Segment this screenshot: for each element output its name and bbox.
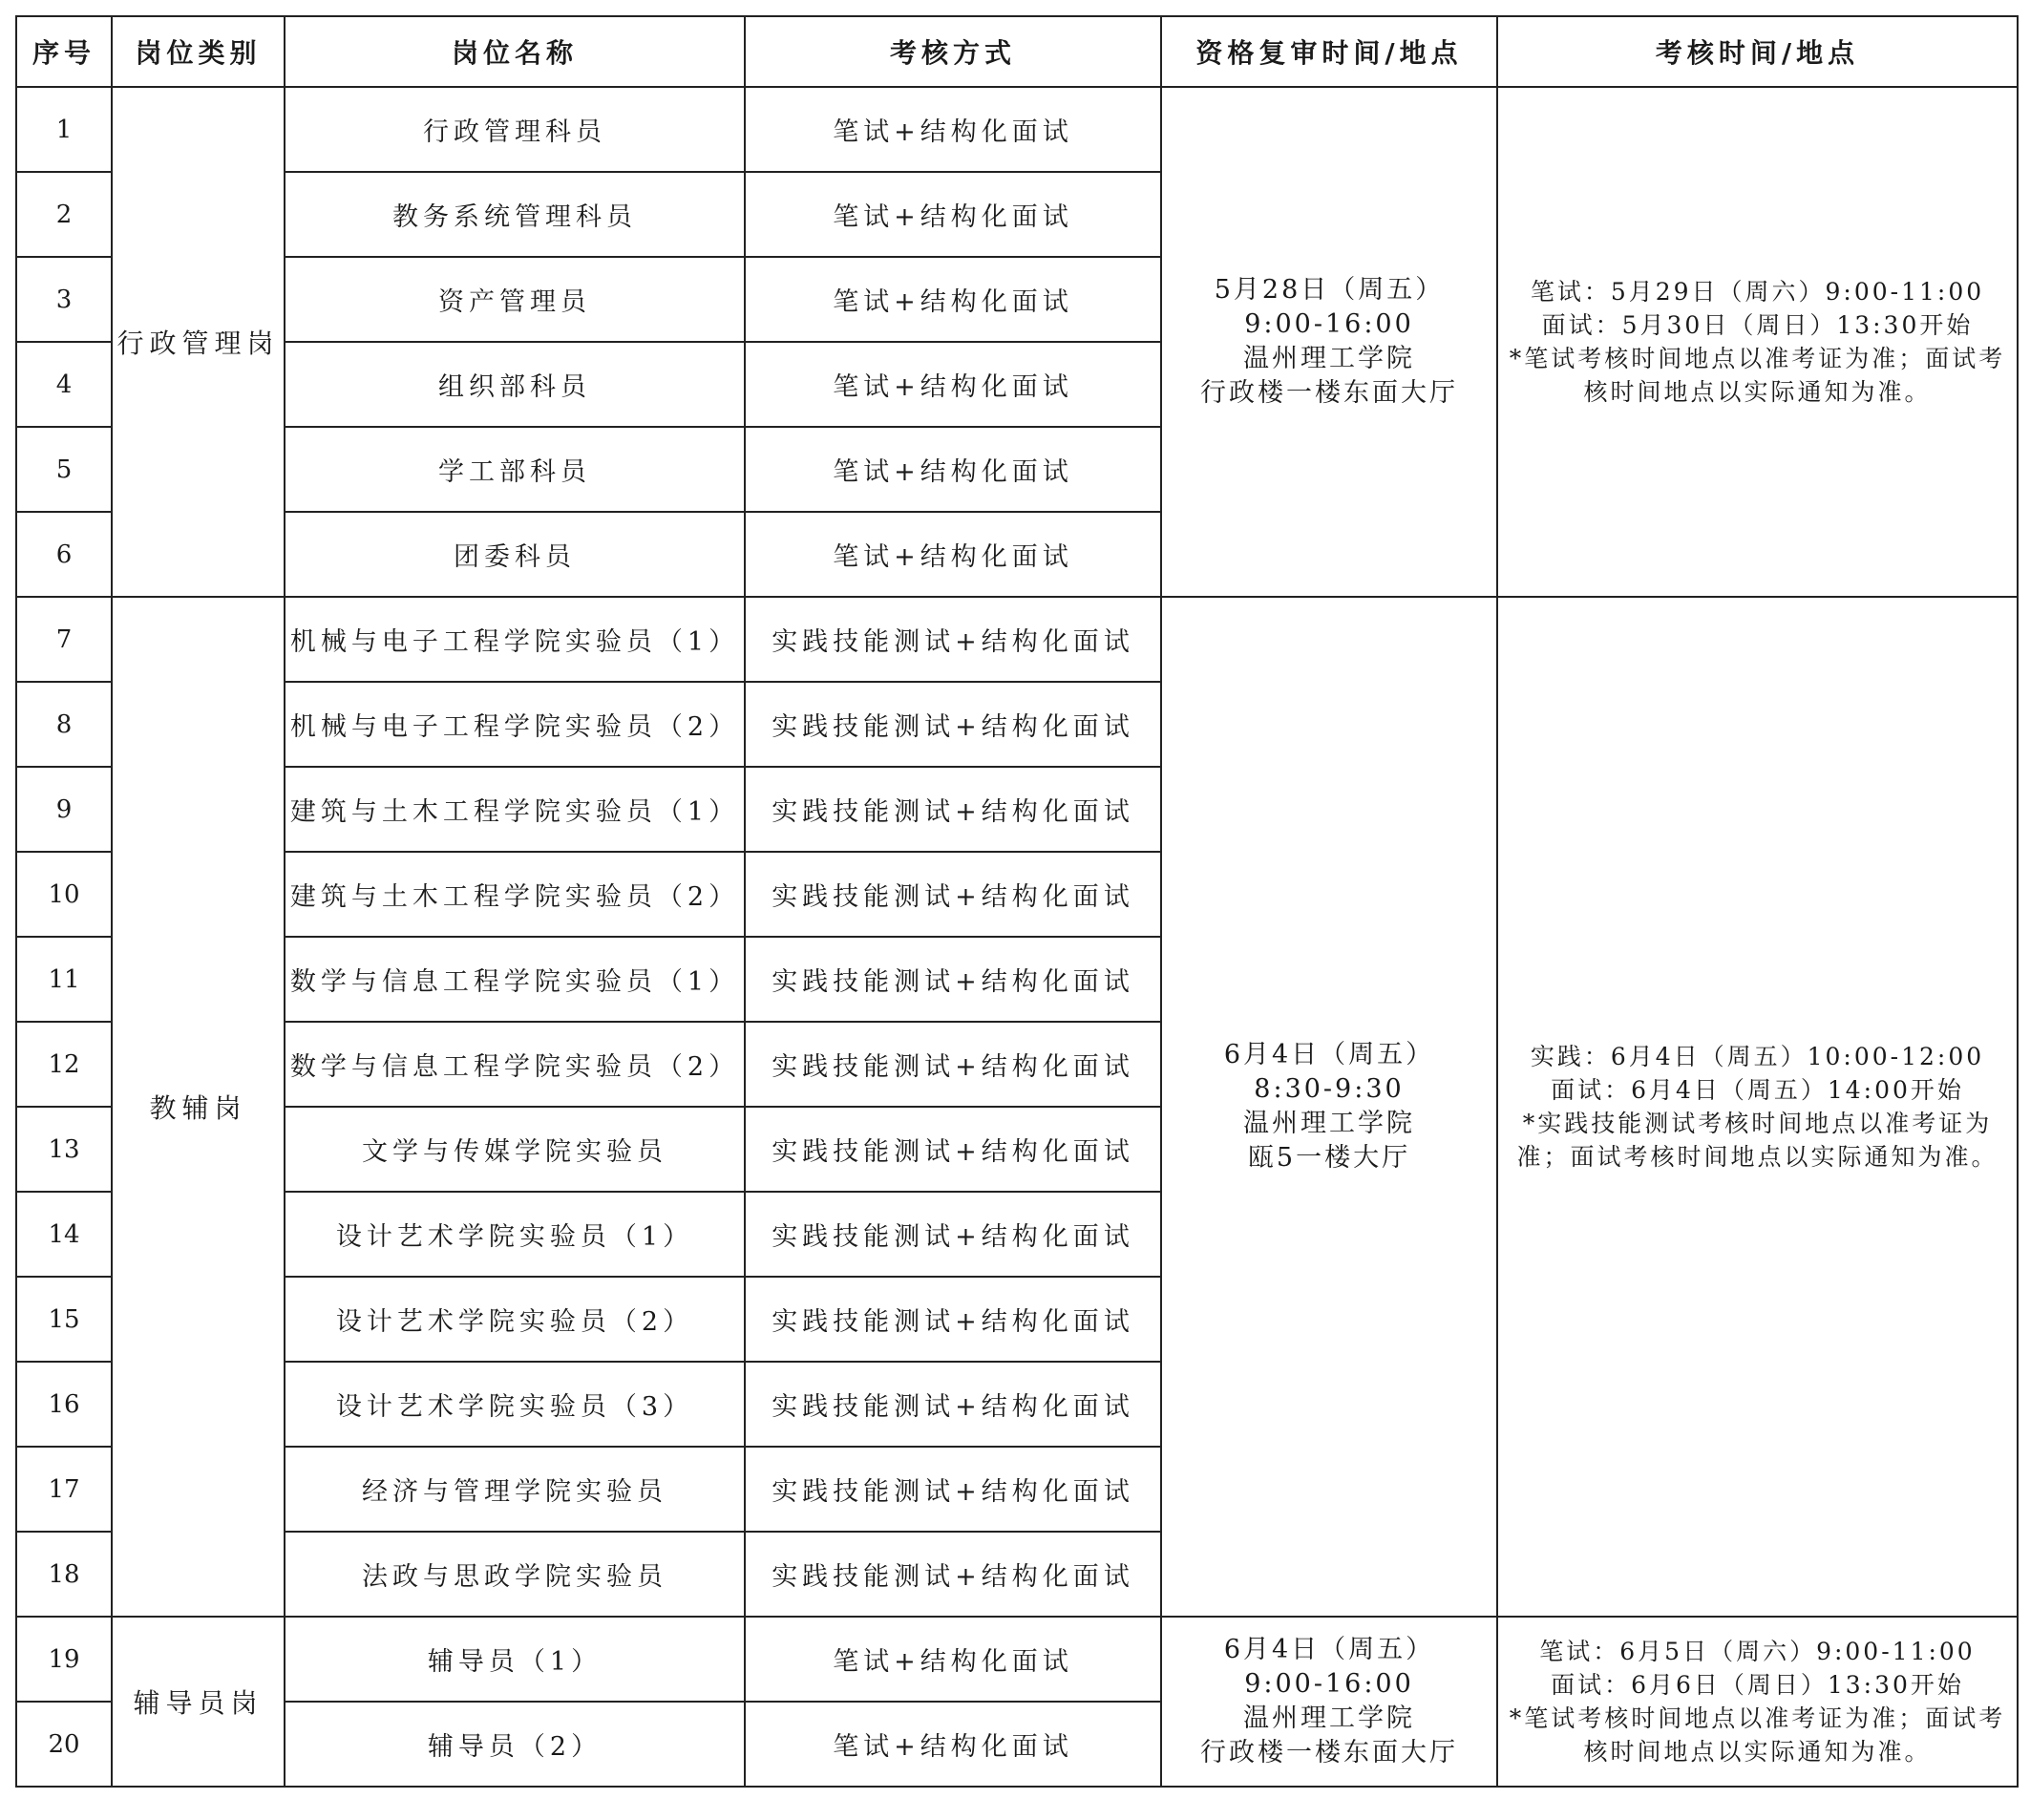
review-line: 温州理工学院: [1243, 344, 1415, 373]
row-seq: 10: [16, 852, 112, 937]
row-seq: 3: [16, 257, 112, 342]
row-method: 笔试+结构化面试: [745, 257, 1161, 342]
row-seq: 14: [16, 1192, 112, 1277]
table-row: [16, 597, 2018, 682]
row-position: 文学与传媒学院实验员: [285, 1107, 745, 1192]
row-position: 设计艺术学院实验员（3）: [285, 1362, 745, 1447]
row-position: 机械与电子工程学院实验员（1）: [285, 597, 745, 682]
row-method: 实践技能测试+结构化面试: [745, 852, 1161, 937]
row-position: 机械与电子工程学院实验员（2）: [285, 682, 745, 767]
row-method: 实践技能测试+结构化面试: [745, 1447, 1161, 1532]
row-seq: 4: [16, 342, 112, 427]
header-seq: 序号: [16, 16, 112, 87]
review-line: 8:30-9:30: [1254, 1074, 1405, 1104]
header-method: 考核方式: [745, 16, 1161, 87]
row-position: 数学与信息工程学院实验员（1）: [285, 937, 745, 1022]
row-seq: 5: [16, 427, 112, 512]
exam-line: 面试：5月30日（周日）13:30开始: [1541, 311, 1974, 339]
row-position: 法政与思政学院实验员: [285, 1532, 745, 1617]
row-method: 实践技能测试+结构化面试: [745, 1192, 1161, 1277]
exam-time-location: [1497, 597, 2018, 1617]
row-position: 学工部科员: [285, 427, 745, 512]
exam-line: *笔试考核时间地点以准考证为准；面试考核时间地点以实际通知为准。: [1509, 1704, 2006, 1766]
row-position: 经济与管理学院实验员: [285, 1447, 745, 1532]
row-position: 行政管理科员: [285, 87, 745, 172]
row-method: 笔试+结构化面试: [745, 342, 1161, 427]
table-body: [16, 87, 2018, 1787]
row-method: 实践技能测试+结构化面试: [745, 767, 1161, 852]
row-method: 实践技能测试+结构化面试: [745, 682, 1161, 767]
row-seq: 12: [16, 1022, 112, 1107]
row-seq: 13: [16, 1107, 112, 1192]
review-line: 6月4日（周五）: [1223, 1635, 1435, 1664]
exam-line: *笔试考核时间地点以准考证为准；面试考核时间地点以实际通知为准。: [1509, 345, 2006, 406]
row-seq: 9: [16, 767, 112, 852]
exam-time-location: [1497, 1617, 2018, 1787]
recruitment-schedule-table: [15, 15, 2019, 1788]
row-position: 组织部科员: [285, 342, 745, 427]
exam-line: 笔试：5月29日（周六）9:00-11:00: [1530, 278, 1985, 306]
review-time-location: [1161, 1617, 1497, 1787]
exam-line: 面试：6月6日（周日）13:30开始: [1551, 1671, 1964, 1699]
row-method: 实践技能测试+结构化面试: [745, 597, 1161, 682]
table-row: [16, 1617, 2018, 1702]
row-seq: 7: [16, 597, 112, 682]
review-line: 行政楼一楼东面大厅: [1200, 378, 1458, 408]
row-position: 设计艺术学院实验员（1）: [285, 1192, 745, 1277]
row-category: 行政管理岗: [112, 87, 285, 597]
review-line: 温州理工学院: [1243, 1109, 1415, 1138]
row-method: 实践技能测试+结构化面试: [745, 1022, 1161, 1107]
row-method: 实践技能测试+结构化面试: [745, 1532, 1161, 1617]
row-position: 设计艺术学院实验员（2）: [285, 1277, 745, 1362]
table-row: [16, 87, 2018, 172]
row-position: 团委科员: [285, 512, 745, 597]
review-line: 行政楼一楼东面大厅: [1200, 1738, 1458, 1767]
row-method: 笔试+结构化面试: [745, 512, 1161, 597]
exam-line: 实践：6月4日（周五）10:00-12:00: [1530, 1043, 1985, 1070]
row-method: 笔试+结构化面试: [745, 1617, 1161, 1702]
row-seq: 19: [16, 1617, 112, 1702]
row-position: 辅导员（1）: [285, 1617, 745, 1702]
row-method: 笔试+结构化面试: [745, 172, 1161, 257]
review-line: 温州理工学院: [1243, 1704, 1415, 1733]
row-method: 实践技能测试+结构化面试: [745, 1362, 1161, 1447]
row-method: 实践技能测试+结构化面试: [745, 1107, 1161, 1192]
row-seq: 6: [16, 512, 112, 597]
table-header-row: [16, 16, 2018, 87]
row-method: 笔试+结构化面试: [745, 1702, 1161, 1787]
review-line: 9:00-16:00: [1244, 1669, 1414, 1699]
row-position: 教务系统管理科员: [285, 172, 745, 257]
header-position: 岗位名称: [285, 16, 745, 87]
row-seq: 18: [16, 1532, 112, 1617]
row-position: 数学与信息工程学院实验员（2）: [285, 1022, 745, 1107]
row-seq: 11: [16, 937, 112, 1022]
row-seq: 20: [16, 1702, 112, 1787]
header-review: 资格复审时间/地点: [1161, 16, 1497, 87]
row-method: 实践技能测试+结构化面试: [745, 1277, 1161, 1362]
row-position: 建筑与土木工程学院实验员（2）: [285, 852, 745, 937]
row-method: 笔试+结构化面试: [745, 87, 1161, 172]
header-category: 岗位类别: [112, 16, 285, 87]
row-seq: 17: [16, 1447, 112, 1532]
exam-line: 笔试：6月5日（周六）9:00-11:00: [1539, 1638, 1976, 1665]
header-exam: 考核时间/地点: [1497, 16, 2018, 87]
row-seq: 2: [16, 172, 112, 257]
row-method: 笔试+结构化面试: [745, 427, 1161, 512]
schedule-table-wrapper: [15, 15, 2019, 1788]
row-seq: 16: [16, 1362, 112, 1447]
review-line: 6月4日（周五）: [1223, 1040, 1435, 1069]
exam-line: 面试：6月4日（周五）14:00开始: [1551, 1076, 1964, 1104]
row-category: 辅导员岗: [112, 1617, 285, 1787]
review-time-location: [1161, 87, 1497, 597]
row-seq: 15: [16, 1277, 112, 1362]
exam-time-location: [1497, 87, 2018, 597]
row-position: 资产管理员: [285, 257, 745, 342]
row-method: 实践技能测试+结构化面试: [745, 937, 1161, 1022]
row-position: 建筑与土木工程学院实验员（1）: [285, 767, 745, 852]
row-seq: 8: [16, 682, 112, 767]
row-seq: 1: [16, 87, 112, 172]
exam-line: *实践技能测试考核时间地点以准考证为准；面试考核时间地点以实际通知为准。: [1516, 1110, 1998, 1171]
review-time-location: [1161, 597, 1497, 1617]
row-category: 教辅岗: [112, 597, 285, 1617]
review-line: 瓯5一楼大厅: [1247, 1143, 1411, 1173]
review-line: 5月28日（周五）: [1214, 275, 1445, 305]
row-position: 辅导员（2）: [285, 1702, 745, 1787]
review-line: 9:00-16:00: [1244, 309, 1414, 339]
